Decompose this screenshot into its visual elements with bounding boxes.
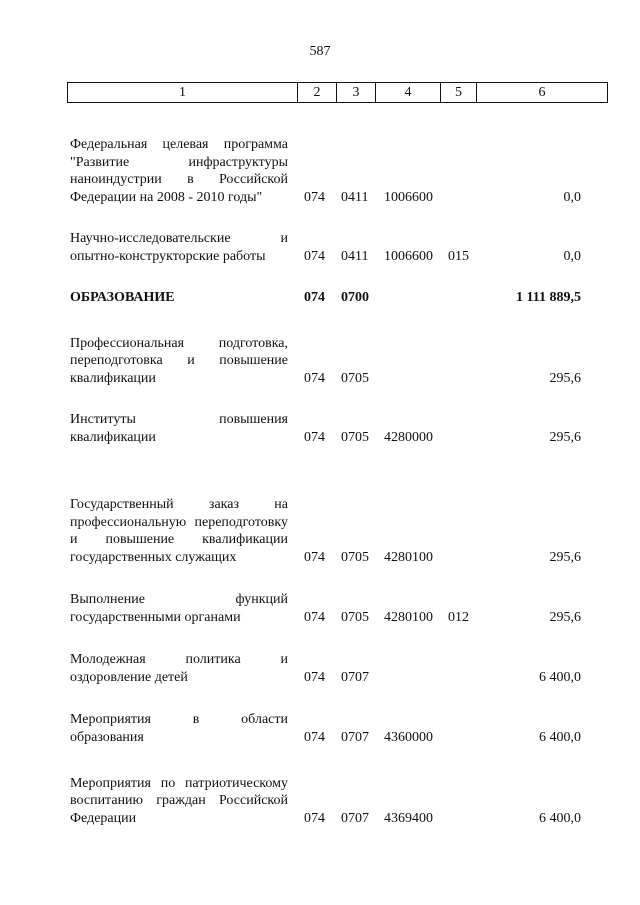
row-amount: 1 111 889,5: [516, 289, 581, 305]
row-target: 4280000: [384, 429, 433, 445]
row-target: 4280100: [384, 609, 433, 625]
row-amount: 6 400,0: [539, 729, 581, 745]
table-row: [0, 335, 640, 387]
row-amount: 6 400,0: [539, 669, 581, 685]
row-target: 1006600: [384, 248, 433, 264]
row-ministry: 074: [304, 370, 325, 386]
page-number: 587: [309, 44, 331, 59]
row-amount: 6 400,0: [539, 810, 581, 826]
table-row: [0, 411, 640, 446]
row-name: Профессиональная подготовка, переподготовка и повышение квалификации: [70, 335, 288, 386]
row-ministry: 074: [304, 289, 325, 305]
row-section: 0705: [341, 609, 369, 625]
table-row: [0, 591, 640, 626]
row-target: 4360000: [384, 729, 433, 745]
table-row: [0, 711, 640, 746]
row-section: 0705: [341, 429, 369, 445]
header-col-6: 6: [538, 85, 546, 100]
row-name: Институты повышения квалификации: [70, 412, 288, 445]
table-row: [0, 288, 640, 306]
row-amount: 295,6: [549, 549, 581, 565]
table-row: [0, 136, 640, 206]
row-name: Мероприятия в области образования: [70, 712, 288, 745]
row-name: Научно-исследовательские и опытно-конструкторские работы: [70, 231, 288, 264]
row-ministry: 074: [304, 429, 325, 445]
row-amount: 295,6: [549, 429, 581, 445]
row-section: 0705: [341, 549, 369, 565]
row-name: Государственный заказ на профессиональную переподготовку и повышение квалификации государственных служащих: [70, 497, 288, 565]
row-ministry: 074: [304, 810, 325, 826]
row-section: 0705: [341, 370, 369, 386]
row-name: Выполнение функций государственными органами: [70, 592, 288, 625]
row-section: 0411: [341, 189, 369, 205]
header-col-1: 1: [68, 83, 298, 102]
table-row: [0, 651, 640, 686]
row-amount: 295,6: [549, 609, 581, 625]
row-target: 4369400: [384, 810, 433, 826]
header-col-5: 5: [441, 83, 477, 102]
table-row: [0, 479, 640, 566]
row-section: 0707: [341, 810, 369, 826]
row-amount: 295,6: [549, 370, 581, 386]
row-ministry: 074: [304, 669, 325, 685]
header-col-2: 2: [298, 83, 337, 102]
row-section: 0700: [341, 289, 369, 305]
row-ministry: 074: [304, 549, 325, 565]
row-ministry: 074: [304, 729, 325, 745]
table-row: [0, 775, 640, 827]
row-type: 012: [448, 609, 469, 625]
row-ministry: 074: [304, 189, 325, 205]
header-col-4: 4: [376, 83, 441, 102]
row-amount: 0,0: [563, 248, 581, 264]
row-target: 4280100: [384, 549, 433, 565]
row-section: 0707: [341, 729, 369, 745]
row-ministry: 074: [304, 609, 325, 625]
row-ministry: 074: [304, 248, 325, 264]
row-type: 015: [448, 248, 469, 264]
row-target: 1006600: [384, 189, 433, 205]
row-name: Мероприятия по патриотическому воспитанию граждан Российской Федерации: [70, 775, 288, 826]
table-row: [0, 230, 640, 265]
header-col-3: 3: [337, 83, 376, 102]
row-name: ОБРАЗОВАНИЕ: [70, 289, 175, 305]
row-name: Молодежная политика и оздоровление детей: [70, 652, 288, 685]
row-name: Федеральная целевая программа "Развитие инфраструктуры наноиндустрии в Российской Федерации на 2008 - 2010 годы": [70, 137, 288, 205]
row-amount: 0,0: [563, 189, 581, 205]
row-section: 0707: [341, 669, 369, 685]
row-section: 0411: [341, 248, 369, 264]
